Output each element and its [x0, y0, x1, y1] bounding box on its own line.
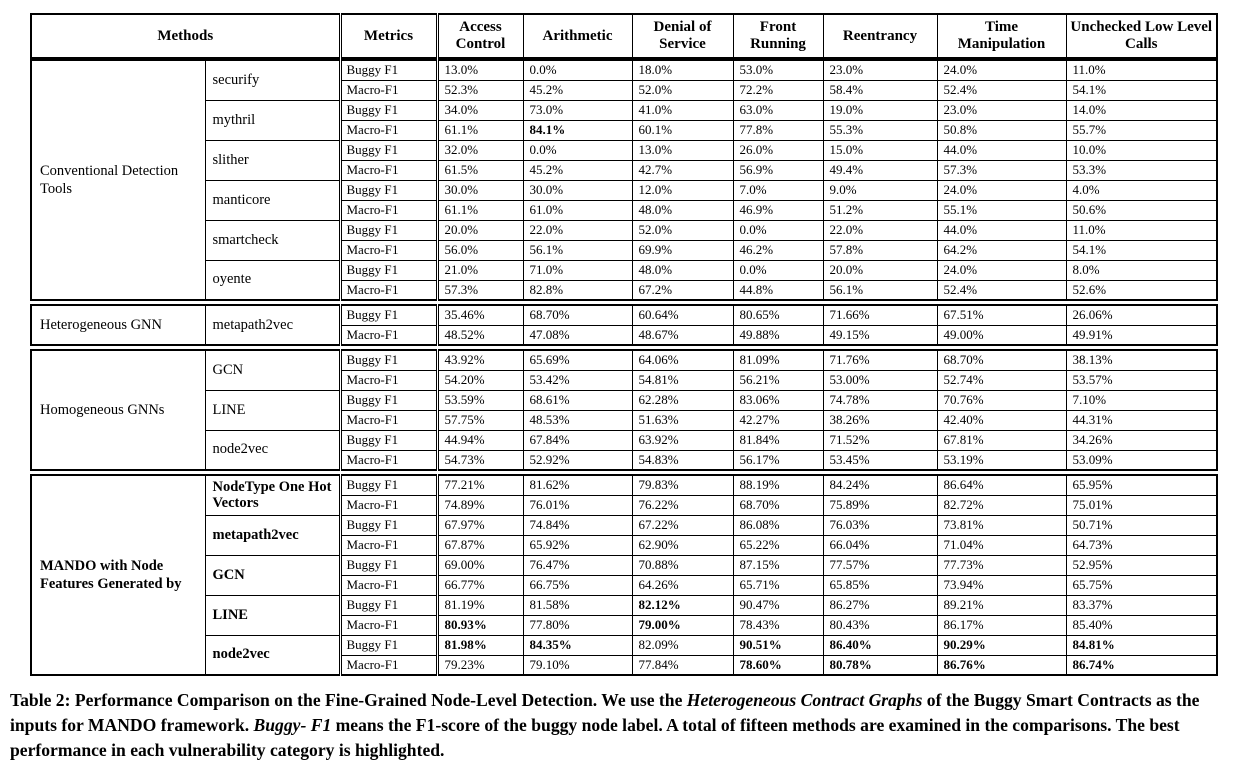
value-cell: 81.62%	[523, 475, 632, 495]
metric-label: Buggy F1	[340, 350, 437, 370]
value-cell: 61.1%	[437, 200, 523, 220]
value-cell: 48.52%	[437, 325, 523, 345]
value-cell: 65.92%	[523, 535, 632, 555]
value-cell: 64.73%	[1066, 535, 1217, 555]
value-cell: 86.74%	[1066, 655, 1217, 675]
value-cell: 73.94%	[937, 575, 1066, 595]
value-cell: 4.0%	[1066, 180, 1217, 200]
value-cell: 62.90%	[632, 535, 733, 555]
value-cell: 56.1%	[823, 280, 937, 300]
value-cell: 61.0%	[523, 200, 632, 220]
value-cell: 86.40%	[823, 635, 937, 655]
table-body-groups	[30, 59, 1218, 676]
value-cell: 45.2%	[523, 160, 632, 180]
metric-label: Macro-F1	[340, 80, 437, 100]
metric-label: Buggy F1	[340, 140, 437, 160]
table-row	[31, 60, 1217, 80]
value-cell: 52.92%	[523, 450, 632, 470]
metric-label: Macro-F1	[340, 615, 437, 635]
value-cell: 24.0%	[937, 60, 1066, 80]
value-cell: 70.76%	[937, 390, 1066, 410]
value-cell: 56.0%	[437, 240, 523, 260]
value-cell: 54.1%	[1066, 80, 1217, 100]
value-cell: 54.1%	[1066, 240, 1217, 260]
value-cell: 67.81%	[937, 430, 1066, 450]
method-label: mythril	[205, 100, 340, 140]
method-label: LINE	[205, 390, 340, 430]
header-time-manipulation: Time Manipulation	[937, 14, 1066, 58]
value-cell: 18.0%	[632, 60, 733, 80]
value-cell: 51.2%	[823, 200, 937, 220]
metric-label: Macro-F1	[340, 160, 437, 180]
method-label: node2vec	[205, 430, 340, 470]
value-cell: 90.29%	[937, 635, 1066, 655]
metric-label: Macro-F1	[340, 200, 437, 220]
value-cell: 34.0%	[437, 100, 523, 120]
value-cell: 67.84%	[523, 430, 632, 450]
value-cell: 13.0%	[632, 140, 733, 160]
value-cell: 66.75%	[523, 575, 632, 595]
value-cell: 80.65%	[733, 305, 823, 325]
value-cell: 57.3%	[937, 160, 1066, 180]
value-cell: 61.1%	[437, 120, 523, 140]
value-cell: 57.3%	[437, 280, 523, 300]
value-cell: 84.24%	[823, 475, 937, 495]
value-cell: 71.76%	[823, 350, 937, 370]
value-cell: 90.47%	[733, 595, 823, 615]
value-cell: 42.40%	[937, 410, 1066, 430]
value-cell: 82.8%	[523, 280, 632, 300]
metric-label: Macro-F1	[340, 120, 437, 140]
value-cell: 70.88%	[632, 555, 733, 575]
value-cell: 67.22%	[632, 515, 733, 535]
table-row	[31, 220, 1217, 240]
value-cell: 14.0%	[1066, 100, 1217, 120]
value-cell: 79.10%	[523, 655, 632, 675]
metric-label: Macro-F1	[340, 370, 437, 390]
value-cell: 53.57%	[1066, 370, 1217, 390]
value-cell: 74.78%	[823, 390, 937, 410]
value-cell: 52.6%	[1066, 280, 1217, 300]
header-reentrancy: Reentrancy	[823, 14, 937, 58]
metric-label: Buggy F1	[340, 180, 437, 200]
table-row	[31, 595, 1217, 615]
method-label: GCN	[205, 350, 340, 390]
value-cell: 67.2%	[632, 280, 733, 300]
value-cell: 90.51%	[733, 635, 823, 655]
value-cell: 48.53%	[523, 410, 632, 430]
value-cell: 10.0%	[1066, 140, 1217, 160]
table-row	[31, 515, 1217, 535]
value-cell: 26.0%	[733, 140, 823, 160]
value-cell: 63.0%	[733, 100, 823, 120]
value-cell: 69.9%	[632, 240, 733, 260]
value-cell: 58.4%	[823, 80, 937, 100]
value-cell: 57.75%	[437, 410, 523, 430]
value-cell: 53.3%	[1066, 160, 1217, 180]
value-cell: 68.70%	[937, 350, 1066, 370]
group-label: MANDO with Node Features Generated by	[31, 475, 205, 675]
value-cell: 0.0%	[733, 260, 823, 280]
value-cell: 60.1%	[632, 120, 733, 140]
value-cell: 54.83%	[632, 450, 733, 470]
metric-label: Buggy F1	[340, 60, 437, 80]
value-cell: 21.0%	[437, 260, 523, 280]
value-cell: 66.04%	[823, 535, 937, 555]
value-cell: 68.70%	[523, 305, 632, 325]
value-cell: 15.0%	[823, 140, 937, 160]
value-cell: 75.01%	[1066, 495, 1217, 515]
table-row	[31, 475, 1217, 495]
table-row	[31, 140, 1217, 160]
table-row	[31, 100, 1217, 120]
value-cell: 0.0%	[523, 140, 632, 160]
value-cell: 67.87%	[437, 535, 523, 555]
value-cell: 54.81%	[632, 370, 733, 390]
value-cell: 64.2%	[937, 240, 1066, 260]
value-cell: 49.00%	[937, 325, 1066, 345]
value-cell: 44.8%	[733, 280, 823, 300]
value-cell: 86.64%	[937, 475, 1066, 495]
value-cell: 32.0%	[437, 140, 523, 160]
value-cell: 65.22%	[733, 535, 823, 555]
group-label: Conventional Detection Tools	[31, 60, 205, 300]
value-cell: 68.61%	[523, 390, 632, 410]
value-cell: 53.00%	[823, 370, 937, 390]
group-table-2	[30, 349, 1218, 471]
value-cell: 52.4%	[937, 80, 1066, 100]
value-cell: 50.8%	[937, 120, 1066, 140]
value-cell: 82.12%	[632, 595, 733, 615]
value-cell: 44.31%	[1066, 410, 1217, 430]
metric-label: Buggy F1	[340, 430, 437, 450]
method-label: metapath2vec	[205, 515, 340, 555]
value-cell: 78.60%	[733, 655, 823, 675]
group-label: Homogeneous GNNs	[31, 350, 205, 470]
value-cell: 86.17%	[937, 615, 1066, 635]
value-cell: 8.0%	[1066, 260, 1217, 280]
header-arithmetic: Arithmetic	[523, 14, 632, 58]
value-cell: 20.0%	[823, 260, 937, 280]
value-cell: 19.0%	[823, 100, 937, 120]
value-cell: 24.0%	[937, 180, 1066, 200]
value-cell: 71.66%	[823, 305, 937, 325]
value-cell: 74.89%	[437, 495, 523, 515]
value-cell: 52.95%	[1066, 555, 1217, 575]
value-cell: 26.06%	[1066, 305, 1217, 325]
value-cell: 77.57%	[823, 555, 937, 575]
value-cell: 49.4%	[823, 160, 937, 180]
value-cell: 64.06%	[632, 350, 733, 370]
value-cell: 67.51%	[937, 305, 1066, 325]
value-cell: 9.0%	[823, 180, 937, 200]
value-cell: 84.35%	[523, 635, 632, 655]
table-row	[31, 350, 1217, 370]
value-cell: 65.85%	[823, 575, 937, 595]
value-cell: 48.0%	[632, 260, 733, 280]
value-cell: 86.27%	[823, 595, 937, 615]
value-cell: 52.74%	[937, 370, 1066, 390]
value-cell: 64.26%	[632, 575, 733, 595]
group-table-1	[30, 304, 1218, 346]
value-cell: 50.71%	[1066, 515, 1217, 535]
value-cell: 65.69%	[523, 350, 632, 370]
value-cell: 0.0%	[733, 220, 823, 240]
value-cell: 71.52%	[823, 430, 937, 450]
value-cell: 48.67%	[632, 325, 733, 345]
table-row	[31, 305, 1217, 325]
value-cell: 82.72%	[937, 495, 1066, 515]
value-cell: 55.7%	[1066, 120, 1217, 140]
metric-label: Buggy F1	[340, 475, 437, 495]
value-cell: 76.01%	[523, 495, 632, 515]
metric-label: Macro-F1	[340, 280, 437, 300]
value-cell: 47.08%	[523, 325, 632, 345]
value-cell: 79.83%	[632, 475, 733, 495]
table-row	[31, 635, 1217, 655]
value-cell: 7.0%	[733, 180, 823, 200]
value-cell: 42.7%	[632, 160, 733, 180]
caption-italic-segment: Heterogeneous Contract Graphs	[686, 690, 923, 710]
value-cell: 44.0%	[937, 140, 1066, 160]
method-label: securify	[205, 60, 340, 100]
value-cell: 50.6%	[1066, 200, 1217, 220]
value-cell: 23.0%	[823, 60, 937, 80]
group-table-3	[30, 474, 1218, 676]
value-cell: 35.46%	[437, 305, 523, 325]
value-cell: 81.84%	[733, 430, 823, 450]
method-label: metapath2vec	[205, 305, 340, 345]
value-cell: 55.1%	[937, 200, 1066, 220]
table-row	[31, 180, 1217, 200]
header-denial-of-service: Denial of Service	[632, 14, 733, 58]
value-cell: 45.2%	[523, 80, 632, 100]
value-cell: 53.19%	[937, 450, 1066, 470]
value-cell: 73.81%	[937, 515, 1066, 535]
value-cell: 89.21%	[937, 595, 1066, 615]
value-cell: 78.43%	[733, 615, 823, 635]
value-cell: 52.0%	[632, 220, 733, 240]
value-cell: 71.04%	[937, 535, 1066, 555]
value-cell: 12.0%	[632, 180, 733, 200]
value-cell: 7.10%	[1066, 390, 1217, 410]
header-front-running: Front Running	[733, 14, 823, 58]
value-cell: 76.22%	[632, 495, 733, 515]
value-cell: 57.8%	[823, 240, 937, 260]
value-cell: 65.71%	[733, 575, 823, 595]
value-cell: 82.09%	[632, 635, 733, 655]
value-cell: 49.91%	[1066, 325, 1217, 345]
value-cell: 20.0%	[437, 220, 523, 240]
value-cell: 44.0%	[937, 220, 1066, 240]
method-label: node2vec	[205, 635, 340, 675]
metric-label: Macro-F1	[340, 325, 437, 345]
value-cell: 63.92%	[632, 430, 733, 450]
value-cell: 24.0%	[937, 260, 1066, 280]
value-cell: 77.8%	[733, 120, 823, 140]
value-cell: 11.0%	[1066, 60, 1217, 80]
value-cell: 43.92%	[437, 350, 523, 370]
value-cell: 30.0%	[523, 180, 632, 200]
table-caption	[10, 688, 1240, 763]
header-unchecked-low-level-calls: Unchecked Low Level Calls	[1066, 14, 1217, 58]
value-cell: 76.03%	[823, 515, 937, 535]
value-cell: 53.45%	[823, 450, 937, 470]
method-label: slither	[205, 140, 340, 180]
value-cell: 60.64%	[632, 305, 733, 325]
method-label: smartcheck	[205, 220, 340, 260]
method-label: manticore	[205, 180, 340, 220]
metric-label: Macro-F1	[340, 410, 437, 430]
table-row	[31, 390, 1217, 410]
value-cell: 52.0%	[632, 80, 733, 100]
value-cell: 77.73%	[937, 555, 1066, 575]
value-cell: 38.26%	[823, 410, 937, 430]
value-cell: 56.1%	[523, 240, 632, 260]
value-cell: 22.0%	[523, 220, 632, 240]
value-cell: 41.0%	[632, 100, 733, 120]
table-header-row	[30, 13, 1218, 59]
value-cell: 13.0%	[437, 60, 523, 80]
value-cell: 65.75%	[1066, 575, 1217, 595]
value-cell: 62.28%	[632, 390, 733, 410]
metric-label: Buggy F1	[340, 305, 437, 325]
value-cell: 83.06%	[733, 390, 823, 410]
value-cell: 56.17%	[733, 450, 823, 470]
value-cell: 68.70%	[733, 495, 823, 515]
method-label: GCN	[205, 555, 340, 595]
value-cell: 49.88%	[733, 325, 823, 345]
value-cell: 56.21%	[733, 370, 823, 390]
value-cell: 22.0%	[823, 220, 937, 240]
value-cell: 67.97%	[437, 515, 523, 535]
method-label: LINE	[205, 595, 340, 635]
value-cell: 66.77%	[437, 575, 523, 595]
value-cell: 54.20%	[437, 370, 523, 390]
value-cell: 81.58%	[523, 595, 632, 615]
metric-label: Buggy F1	[340, 390, 437, 410]
value-cell: 44.94%	[437, 430, 523, 450]
value-cell: 42.27%	[733, 410, 823, 430]
value-cell: 77.80%	[523, 615, 632, 635]
table-row	[31, 260, 1217, 280]
metric-label: Macro-F1	[340, 655, 437, 675]
value-cell: 65.95%	[1066, 475, 1217, 495]
value-cell: 51.63%	[632, 410, 733, 430]
metric-label: Buggy F1	[340, 220, 437, 240]
value-cell: 77.84%	[632, 655, 733, 675]
value-cell: 81.09%	[733, 350, 823, 370]
value-cell: 86.08%	[733, 515, 823, 535]
value-cell: 34.26%	[1066, 430, 1217, 450]
value-cell: 49.15%	[823, 325, 937, 345]
value-cell: 87.15%	[733, 555, 823, 575]
metric-label: Buggy F1	[340, 635, 437, 655]
performance-table	[30, 13, 1218, 676]
table-row	[31, 430, 1217, 450]
value-cell: 81.98%	[437, 635, 523, 655]
value-cell: 73.0%	[523, 100, 632, 120]
value-cell: 52.4%	[937, 280, 1066, 300]
method-label: NodeType One Hot Vectors	[205, 475, 340, 515]
metric-label: Macro-F1	[340, 535, 437, 555]
caption-segment: means the F1-score of the buggy node label. A total of fifteen methods are examined in the comparisons. The best performance in each vulnerability category is highlighted.	[10, 715, 1180, 761]
group-label: Heterogeneous GNN	[31, 305, 205, 345]
value-cell: 75.89%	[823, 495, 937, 515]
value-cell: 52.3%	[437, 80, 523, 100]
value-cell: 86.76%	[937, 655, 1066, 675]
metric-label: Buggy F1	[340, 595, 437, 615]
value-cell: 80.43%	[823, 615, 937, 635]
value-cell: 54.73%	[437, 450, 523, 470]
value-cell: 48.0%	[632, 200, 733, 220]
value-cell: 85.40%	[1066, 615, 1217, 635]
value-cell: 83.37%	[1066, 595, 1217, 615]
value-cell: 46.9%	[733, 200, 823, 220]
metric-label: Macro-F1	[340, 575, 437, 595]
value-cell: 72.2%	[733, 80, 823, 100]
value-cell: 56.9%	[733, 160, 823, 180]
value-cell: 84.81%	[1066, 635, 1217, 655]
value-cell: 53.0%	[733, 60, 823, 80]
metric-label: Buggy F1	[340, 260, 437, 280]
value-cell: 79.00%	[632, 615, 733, 635]
metric-label: Buggy F1	[340, 555, 437, 575]
value-cell: 80.93%	[437, 615, 523, 635]
value-cell: 61.5%	[437, 160, 523, 180]
header-access-control: Access Control	[437, 14, 523, 58]
value-cell: 71.0%	[523, 260, 632, 280]
value-cell: 53.42%	[523, 370, 632, 390]
metric-label: Buggy F1	[340, 100, 437, 120]
caption-segment: of the Buggy Smart Contracts as the inputs for MANDO framework.	[10, 690, 1200, 736]
value-cell: 74.84%	[523, 515, 632, 535]
metric-label: Buggy F1	[340, 515, 437, 535]
caption-segment: Table 2: Performance Comparison on the Fine-Grained Node-Level Detection. We use the	[10, 690, 687, 710]
metric-label: Macro-F1	[340, 240, 437, 260]
value-cell: 38.13%	[1066, 350, 1217, 370]
metric-label: Macro-F1	[340, 450, 437, 470]
value-cell: 80.78%	[823, 655, 937, 675]
value-cell: 76.47%	[523, 555, 632, 575]
table-row	[31, 555, 1217, 575]
value-cell: 11.0%	[1066, 220, 1217, 240]
group-table-0	[30, 59, 1218, 301]
caption-italic-segment: Buggy- F1	[253, 715, 332, 736]
value-cell: 53.09%	[1066, 450, 1217, 470]
value-cell: 23.0%	[937, 100, 1066, 120]
value-cell: 77.21%	[437, 475, 523, 495]
value-cell: 0.0%	[523, 60, 632, 80]
metric-label: Macro-F1	[340, 495, 437, 515]
value-cell: 53.59%	[437, 390, 523, 410]
method-label: oyente	[205, 260, 340, 300]
value-cell: 79.23%	[437, 655, 523, 675]
value-cell: 30.0%	[437, 180, 523, 200]
value-cell: 88.19%	[733, 475, 823, 495]
header-methods: Methods	[31, 14, 340, 58]
value-cell: 69.00%	[437, 555, 523, 575]
value-cell: 55.3%	[823, 120, 937, 140]
value-cell: 84.1%	[523, 120, 632, 140]
value-cell: 46.2%	[733, 240, 823, 260]
header-metrics: Metrics	[340, 14, 437, 58]
value-cell: 81.19%	[437, 595, 523, 615]
